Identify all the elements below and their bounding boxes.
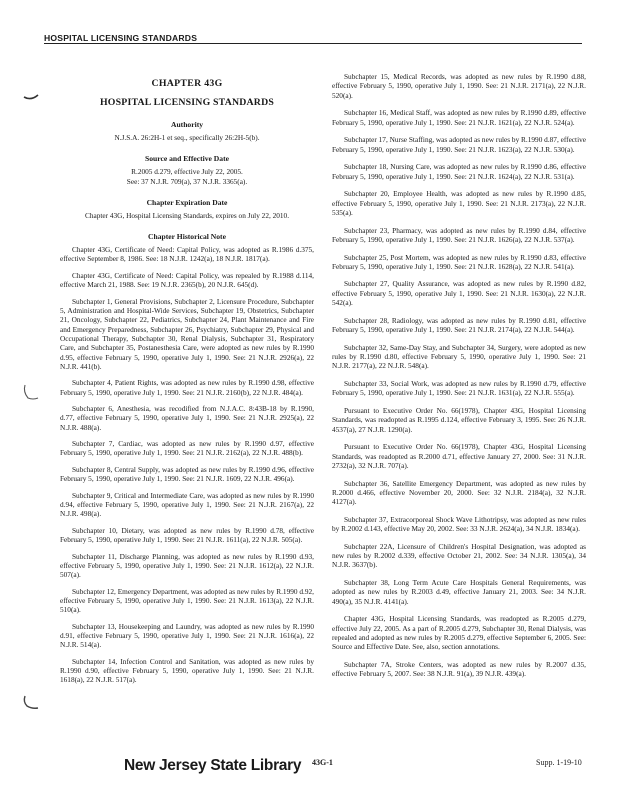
- history-paragraph: Subchapter 16, Medical Staff, was adopted as new rules by R.1990 d.89, effective February 5, 1990, operative July 1, 1990. See: 21 N.J.R. 1621(a), 22 N.J.R. 524(a).: [332, 108, 586, 127]
- source-line: See: 37 N.J.R. 709(a), 37 N.J.R. 3365(a).: [126, 176, 248, 186]
- history-paragraph: Subchapter 12, Emergency Department, was adopted as new rules by R.1990 d.92, effective February 5, 1990, operative July 1, 1990. See: 21 N.J.R. 1613(a), 22 N.J.R. 510(a).: [60, 586, 314, 615]
- history-paragraph: Subchapter 27, Quality Assurance, was adopted as new rules by R.1990 d.82, effective February 5, 1990, operative July 1, 1990. See: 21 N.J.R. 1630(a), 22 N.J.R. 542(a).: [332, 279, 586, 308]
- source-line: R.2005 d.279, effective July 22, 2005.: [131, 167, 243, 177]
- header-rule: [44, 43, 582, 44]
- expiration-heading: Chapter Expiration Date: [146, 197, 228, 207]
- supplement-date: Supp. 1-19-10: [536, 758, 582, 767]
- history-paragraph: Subchapter 8, Central Supply, was adopted as new rules by R.1990 d.96, effective February 5, 1990, operative July 1, 1990. See: 21 N.J.R. 1609, 22 N.J.R. 496(a).: [60, 464, 314, 484]
- authority-heading: Authority: [170, 120, 204, 129]
- history-paragraph: Subchapter 11, Discharge Planning, was adopted as new rules by R.1990 d.93, effective February 5, 1990, operative July 1, 1990. See: 21 N.J.R. 1612(a), 22 N.J.R. 507(a).: [60, 551, 314, 580]
- history-paragraph: Subchapter 28, Radiology, was adopted as new rules by R.1990 d.81, effective February 5, 1990, operative July 1, 1990. See: 21 N.J.R. 2174(a), 22 N.J.R. 544(a).: [332, 315, 586, 335]
- history-paragraph: Subchapter 36, Satellite Emergency Department, was adopted as new rules by R.2000 d.466, effective November 20, 2000. See: 32 N.J.R. 2184(a), 32 N.J.R. 4127(a).: [332, 478, 586, 507]
- history-paragraph: Chapter 43G, Hospital Licensing Standards, was readopted as R.2005 d.279, effective July 22, 2005. As a part of R.2005 d.279, Subchapter 30, Renal Dialysis, was repealed and adopted as new rules by R.2005 d.279, effective September 6, 2005. See: Source and Effective Date. See, also, section annotations.: [332, 614, 586, 652]
- history-paragraph: Subchapter 23, Pharmacy, was adopted as new rules by R.1990 d.84, effective February 5, 1990, operative July 1, 1990. See: 21 N.J.R. 1626(a), 22 N.J.R. 537(a).: [332, 225, 586, 244]
- history-paragraph: Subchapter 7, Cardiac, was adopted as new rules by R.1990 d.97, effective February 5, 1990, operative July 1, 1990. See: 21 N.J.R. 2162(a), 22 N.J.R. 488(b).: [60, 439, 314, 458]
- expiration-text: Chapter 43G, Hospital Licensing Standards, expires on July 22, 2010.: [84, 210, 290, 220]
- binding-mark-icon: [22, 86, 40, 104]
- history-paragraph: Chapter 43G, Certificate of Need: Capital Policy, was adopted as R.1986 d.375, effective September 8, 1986. See: 18 N.J.R. 1242(a), 18 N.J.R. 1817(a).: [60, 245, 314, 264]
- history-paragraph: Subchapter 4, Patient Rights, was adopted as new rules by R.1990 d.98, effective February 5, 1990, operative July 1, 1990. See: 21 N.J.R. 2160(b), 22 N.J.R. 484(a).: [60, 378, 314, 397]
- history-paragraph: Subchapter 13, Housekeeping and Laundry, was adopted as new rules by R.1990 d.91, effective February 5, 1990, operative July 1, 1990. See: 21 N.J.R. 1616(a), 22 N.J.R. 514(a).: [60, 621, 314, 650]
- history-paragraph: Subchapter 18, Nursing Care, was adopted as new rules by R.1990 d.86, effective February 5, 1990, operative July 1, 1990. See: 21 N.J.R. 1624(a), 22 N.J.R. 531(a).: [332, 162, 586, 181]
- running-title: HOSPITAL LICENSING STANDARDS: [44, 33, 198, 43]
- history-paragraph: Subchapter 37, Extracorporeal Shock Wave Lithotripsy, was adopted as new rules by R.2002 d.143, effective May 20, 2002. See: 33 N.J.R. 2624(a), 34 N.J.R. 1834(a).: [332, 514, 586, 534]
- library-watermark: New Jersey State Library: [124, 757, 302, 774]
- chapter-number: CHAPTER 43G: [151, 78, 223, 89]
- history-paragraph: Pursuant to Executive Order No. 66(1978), Chapter 43G, Hospital Licensing Standards, was readopted as R.1995 d.124, effective February 3, 1995. See: 26 N.J.R. 4537(a), 27 N.J.R. 1290(a).: [332, 406, 586, 434]
- history-paragraph: Subchapter 6, Anesthesia, was recodified from N.J.A.C. 8:43B-18 by R.1990, d.77, effective February 5, 1990, operative July 1, 1990. See: 21 N.J.R. 2925(a), 22 N.J.R. 488(a).: [60, 404, 314, 432]
- history-paragraph: Pursuant to Executive Order No. 66(1978), Chapter 43G, Hospital Licensing Standards, was readopted as R.2000 d.71, effective January 27, 2000. See: 31 N.J.R. 2732(a), 32 N.J.R. 707(a).: [332, 442, 586, 470]
- history-paragraph: Subchapter 32, Same-Day Stay, and Subchapter 34, Surgery, were adopted as new rules by R.1990 d.80, effective February 5, 1990, operative July 1, 1990. See: 21 N.J.R. 2177(a), 22 N.J.R. 548(a).: [332, 342, 586, 371]
- history-paragraph: Subchapter 38, Long Term Acute Care Hospitals General Requirements, was adopted as new rules by R.2003 d.49, effective January 21, 2003. See: 34 N.J.R. 490(a), 35 N.J.R. 4141(a).: [332, 578, 586, 606]
- history-paragraph: Subchapter 22A, Licensure of Children's Hospital Designation, was adopted as new rules by R.2002 d.339, effective October 21, 2002. See: 34 N.J.R. 1305(a), 34 N.J.R. 3637(b).: [332, 541, 586, 570]
- history-paragraph: Subchapter 14, Infection Control and Sanitation, was adopted as new rules by R.1990 d.90, effective February 5, 1990, operative July 1, 1990. See: 21 N.J.R. 1618(a), 22 N.J.R. 517(a).: [60, 656, 314, 685]
- binding-mark-icon: [22, 383, 40, 401]
- history-paragraph: Subchapter 25, Post Mortem, was adopted as new rules by R.1990 d.83, effective February 5, 1990, operative July 1, 1990. See: 21 N.J.R. 1628(a), 22 N.J.R. 541(a).: [332, 252, 586, 271]
- history-paragraph: Subchapter 9, Critical and Intermediate Care, was adopted as new rules by R.1990 d.94, effective February 5, 1990, operative July 1, 1990. See: 21 N.J.R. 2167(a), 22 N.J.R. 498(a).: [60, 490, 314, 519]
- binding-mark-icon: [22, 694, 40, 712]
- history-paragraph: Subchapter 7A, Stroke Centers, was adopted as new rules by R.2007 d.35, effective February 5, 2007. See: 38 N.J.R. 91(a), 39 N.J.R. 439(a).: [332, 659, 586, 679]
- history-paragraph: Subchapter 20, Employee Health, was adopted as new rules by R.1990 d.85, effective February 5, 1990, operative July 1, 1990. See: 21 N.J.R. 2173(a), 22 N.J.R. 535(a).: [332, 189, 586, 217]
- history-paragraph: Chapter 43G, Certificate of Need: Capital Policy, was repealed by R.1988 d.114, effective March 21, 1988. See: 19 N.J.R. 2365(b), 20 N.J.R. 645(d).: [60, 270, 314, 290]
- running-head: [44, 28, 580, 44]
- history-paragraph: Subchapter 10, Dietary, was adopted as new rules by R.1990 d.78, effective February 5, 1990, operative July 1, 1990. See: 21 N.J.R. 1611(a), 22 N.J.R. 505(a).: [60, 525, 314, 545]
- authority-text: N.J.S.A. 26:2H-1 et seq., specifically 26:2H-5(b).: [114, 133, 260, 142]
- source-text: [60, 167, 314, 186]
- history-paragraph: Subchapter 15, Medical Records, was adopted as new rules by R.1990 d.88, effective February 5, 1990, operative July 1, 1990. See: 21 N.J.R. 2171(a), 22 N.J.R. 520(a).: [332, 72, 586, 100]
- historical-note-heading: Chapter Historical Note: [148, 232, 226, 242]
- source-heading: Source and Effective Date: [144, 154, 229, 164]
- history-paragraph: Subchapter 33, Social Work, was adopted as new rules by R.1990 d.79, effective February 5, 1990, operative July 1, 1990. See: 21 N.J.R. 1631(a), 22 N.J.R. 555(a).: [332, 379, 586, 398]
- left-column: [60, 78, 314, 692]
- history-paragraph: Subchapter 17, Nurse Staffing, was adopted as new rules by R.1990 d.87, effective February 5, 1990, operative July 1, 1990. See: 21 N.J.R. 1623(a), 22 N.J.R. 530(a).: [332, 135, 586, 154]
- history-paragraph: Subchapter 1, General Provisions, Subchapter 2, Licensure Procedure, Subchapter 5, Administration and Hospital-Wide Services, Subchapter 19, Obstetrics, Subchapter 21, Oncology, Subchapter 22, Pediatrics, Subchapter 24, Plant Maintenance and Fire and Emergency Preparedness, Subchapter 26, Psychiatry, Subchapter 29, Physical and Occupational Therapy, Subchapter 30, Renal Dialysis, Subchapter 31, Respiratory Care, and Subchapter 35, Postanesthesia Care, were adopted as new rules by R.1990 d.95, effective February 5, 1990, operative July 1, 1990. See: 21 N.J.R. 2926(a), 22 N.J.R. 441(b).: [60, 296, 314, 371]
- chapter-title: HOSPITAL LICENSING STANDARDS: [99, 97, 274, 108]
- page-number: 43G-1: [312, 758, 333, 767]
- right-column: [332, 72, 586, 687]
